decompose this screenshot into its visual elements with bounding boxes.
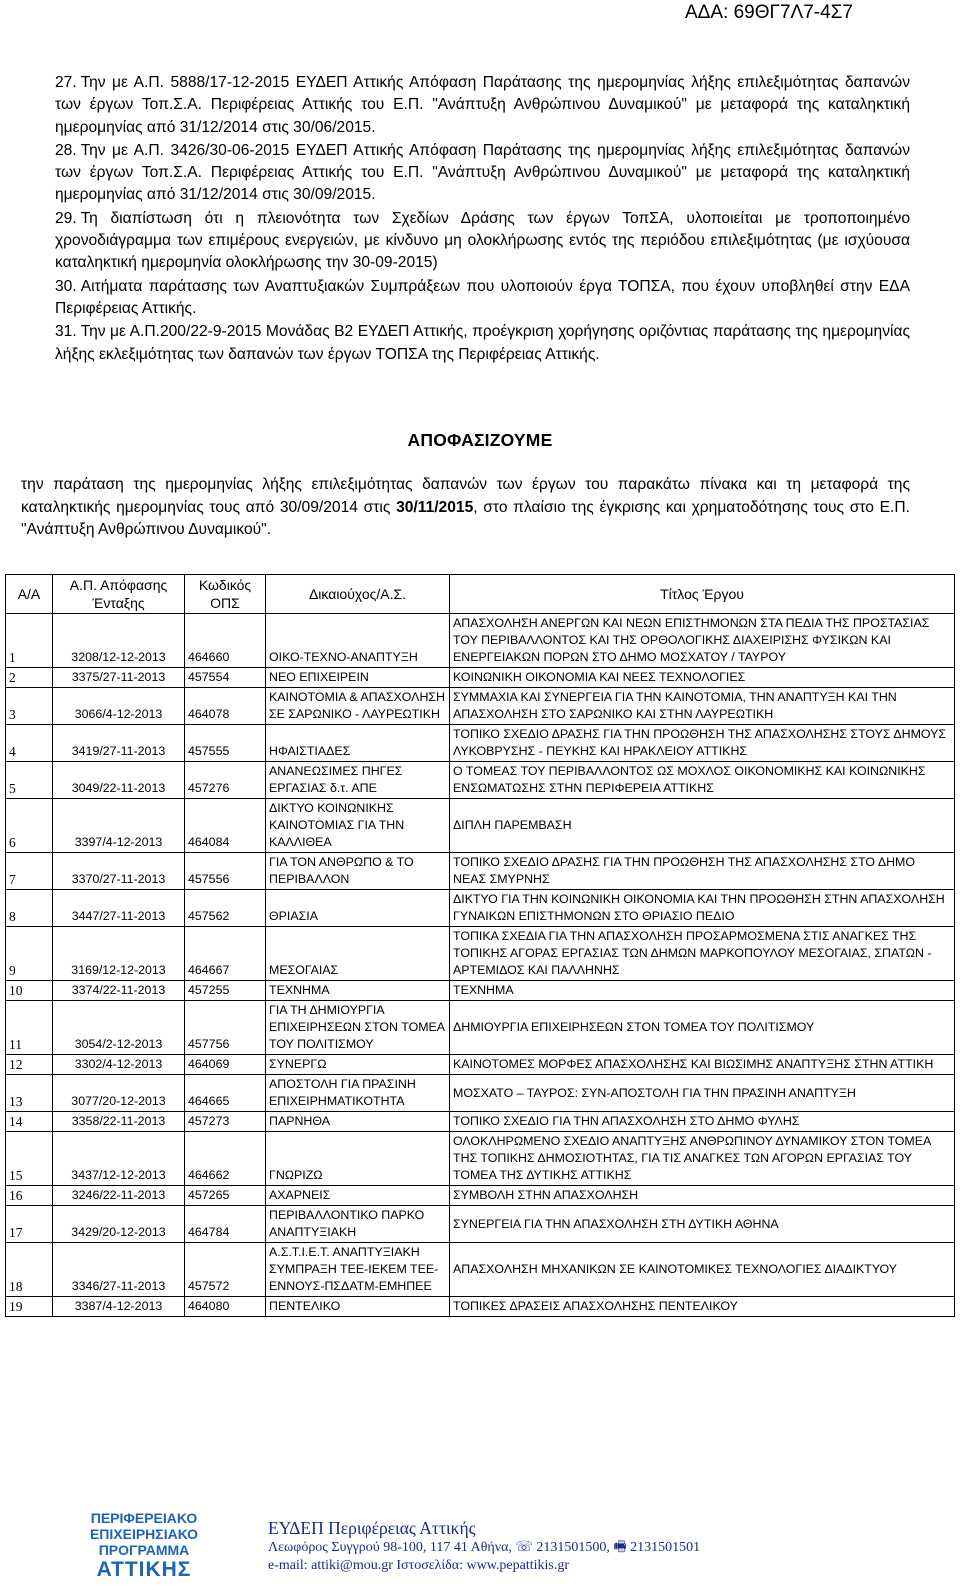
item-number: 30.	[55, 277, 77, 295]
project-title: ΑΠΑΣΧΟΛΗΣΗ ΑΝΕΡΓΩΝ ΚΑΙ ΝΕΩΝ ΕΠΙΣΤΗΜΟΝΩΝ ΣΤΑ ΠΕΔΙΑ ΤΗΣ ΠΡΟΣΤΑΣΙΑΣ ΤΟΥ ΠΕΡΙΒΑΛΛΟΝΤΟΣ ΚΑΙ ΤΗΣ ΟΡΘΟΛΟΓΙΚΗΣ ΔΙΑΧΕΙΡΙΣΗΣ ΦΥΣΙΚΩΝ ΚΑΙ ΕΝΕΡΓΕΙΑΚΩΝ ΠΟΡΩΝ ΣΤΟ ΔΗΜΟ ΜΟΣΧΑΤΟΥ / ΤΑΥΡΟΥ	[450, 614, 955, 668]
table-row	[6, 853, 955, 890]
footer-org: ΕΥΔΕΠ Περιφέρειας Αττικής	[268, 1518, 476, 1538]
footer-web: e-mail: attiki@mou.gr Ιστοσελίδα: www.pepattikis.gr	[268, 1558, 570, 1573]
header-title: Τίτλος Έργου	[450, 575, 955, 614]
item-number: 29.	[55, 209, 77, 227]
decision-ref: 3054/2-12-2013	[53, 1001, 185, 1055]
decision-ref: 3437/12-12-2013	[53, 1132, 185, 1186]
row-number: 16	[6, 1186, 53, 1206]
ops-code: 457562	[185, 890, 266, 927]
ops-code: 464665	[185, 1075, 266, 1112]
table-row	[6, 1206, 955, 1243]
beneficiary: ΗΦΑΙΣΤΙΑΔΕΣ	[266, 725, 450, 762]
ops-code: 464660	[185, 614, 266, 668]
item-number: 27.	[55, 74, 77, 91]
project-title: ΣΥΜΜΑΧΙΑ ΚΑΙ ΣΥΝΕΡΓΕΙΑ ΓΙΑ ΤΗΝ ΚΑΙΝΟΤΟΜΙΑ, ΤΗΝ ΑΝΑΠΤΥΞΗ ΚΑΙ ΤΗΝ ΑΠΑΣΧΟΛΗΣΗ ΣΤΟ ΣΑΡΩΝΙΚΟ ΚΑΙ ΣΤΗΝ ΛΑΥΡΕΩΤΙΚΗ	[450, 688, 955, 725]
beneficiary: ΑΠΟΣΤΟΛΗ ΓΙΑ ΠΡΑΣΙΝΗ ΕΠΙΧΕΙΡΗΜΑΤΙΚΟΤΗΤΑ	[266, 1075, 450, 1112]
item-text: Την με Α.Π.200/22-9-2015 Μονάδας Β2 ΕΥΔΕΠ Αττικής, προέγκριση χορήγησης οριζόντιας παράτασης της ημερομηνίας λήξης εκλεξιμότητας των δαπανών των έργων ΤΟΠΣΑ της Περιφέρειας Αττικής.	[55, 323, 910, 363]
logo-line: ΕΠΙΧΕΙΡΗΣΙΑΚΟ	[89, 1526, 199, 1542]
list-item	[55, 72, 910, 139]
decision-text	[21, 474, 910, 542]
beneficiary: ΜΕΣΟΓΑΙΑΣ	[266, 927, 450, 981]
ops-code: 457554	[185, 668, 266, 688]
project-title: ΤΟΠΙΚΟ ΣΧΕΔΙΟ ΔΡΑΣΗΣ ΓΙΑ ΤΗΝ ΠΡΟΩΘΗΣΗ ΤΗΣ ΑΠΑΣΧΟΛΗΣΗΣ ΣΤΟ ΔΗΜΟ ΝΕΑΣ ΣΜΥΡΝΗΣ	[450, 853, 955, 890]
header-no: Α/Α	[6, 575, 53, 614]
decision-ref: 3246/22-11-2013	[53, 1186, 185, 1206]
ops-code: 457555	[185, 725, 266, 762]
project-title: ΔΙΚΤΥΟ ΓΙΑ ΤΗΝ ΚΟΙΝΩΝΙΚΗ ΟΙΚΟΝΟΜΙΑ ΚΑΙ ΤΗΝ ΠΡΟΩΘΗΣΗ ΣΤΗΝ ΑΠΑΣΧΟΛΗΣΗ ΓΥΝΑΙΚΩΝ ΕΠΙΣΤΗΜΟΝΩΝ ΣΤΟ ΘΡΙΑΣΙΟ ΠΕΔΙΟ	[450, 890, 955, 927]
ops-code: 457756	[185, 1001, 266, 1055]
decision-ref: 3302/4-12-2013	[53, 1055, 185, 1075]
ops-code: 464078	[185, 688, 266, 725]
projects-table	[5, 574, 955, 1317]
table-row	[6, 1186, 955, 1206]
footer-address: Λεωφόρος Συγγρού 98-100, 117 41 Αθήνα, ☏ 2131501500, 🖷 2131501501	[268, 1540, 701, 1555]
table-body	[6, 614, 955, 1317]
table-row	[6, 614, 955, 668]
decision-ref: 3077/20-12-2013	[53, 1075, 185, 1112]
logo-line: ΑΤΤΙΚΗΣ	[96, 1558, 192, 1581]
decision-ref: 3429/20-12-2013	[53, 1206, 185, 1243]
beneficiary: ΟΙΚΟ-ΤΕΧΝΟ-ΑΝΑΠΤΥΞΗ	[266, 614, 450, 668]
decision-text-a: την παράταση της ημερομηνίας λήξης επιλεξιμότητας δαπανών των έργων του παρακάτω πίνακα και τη μεταφορά της καταληκτικής ημερομηνίας τους από 30/09/2014 στις	[21, 476, 910, 516]
decision-deadline: 30/11/2015	[396, 498, 474, 516]
beneficiary: ΔΙΚΤΥΟ ΚΟΙΝΩΝΙΚΗΣ ΚΑΙΝΟΤΟΜΙΑΣ ΓΙΑ ΤΗΝ ΚΑΛΛΙΘΕΑ	[266, 799, 450, 853]
ops-code: 457255	[185, 981, 266, 1001]
header-code: Κωδικός ΟΠΣ	[185, 575, 266, 614]
decision-ref: 3387/4-12-2013	[53, 1297, 185, 1317]
table-row	[6, 1001, 955, 1055]
project-title: ΣΥΜΒΟΛΗ ΣΤΗΝ ΑΠΑΣΧΟΛΗΣΗ	[450, 1186, 955, 1206]
project-title: ΣΥΝΕΡΓΕΙΑ ΓΙΑ ΤΗΝ ΑΠΑΣΧΟΛΗΣΗ ΣΤΗ ΔΥΤΙΚΗ ΑΘΗΝΑ	[450, 1206, 955, 1243]
beneficiary: ΘΡΙΑΣΙΑ	[266, 890, 450, 927]
decision-text-b: , στο πλαίσιο της έγκρισης και χρηματοδότησης τους στο Ε.Π. "Ανάπτυξη Ανθρώπινου Δυναμικού".	[21, 498, 910, 539]
ops-code: 457556	[185, 853, 266, 890]
decision-ref: 3066/4-12-2013	[53, 688, 185, 725]
ops-code: 457572	[185, 1243, 266, 1297]
beneficiary: ΑΧΑΡΝΕΙΣ	[266, 1186, 450, 1206]
table-row	[6, 725, 955, 762]
table-row	[6, 762, 955, 799]
project-title: Ο ΤΟΜΕΑΣ ΤΟΥ ΠΕΡΙΒΑΛΛΟΝΤΟΣ ΩΣ ΜΟΧΛΟΣ ΟΙΚΟΝΟΜΙΚΗΣ ΚΑΙ ΚΟΙΝΩΝΙΚΗΣ ΕΝΣΩΜΑΤΩΣΗΣ ΣΤΗΝ ΠΕΡΙΦΕΡΕΙΑ ΑΤΤΙΚΗΣ	[450, 762, 955, 799]
decision-ref: 3208/12-12-2013	[53, 614, 185, 668]
beneficiary: ΚΑΙΝΟΤΟΜΙΑ & ΑΠΑΣΧΟΛΗΣΗ ΣΕ ΣΑΡΩΝΙΚΟ - ΛΑΥΡΕΩΤΙΚΗ	[266, 688, 450, 725]
row-number: 17	[6, 1206, 53, 1243]
row-number: 14	[6, 1112, 53, 1132]
item-text: Τη διαπίστωση ότι η πλειονότητα των Σχεδίων Δράσης των έργων ΤοπΣΑ, υλοποιείται με τροποποιημένο χρονοδιάγραμμα των επιμέρους ενεργειών, με κίνδυνο μη ολοκλήρωσης εντός της περιόδου επιλεξιμότητας (με ισχύουσα καταληκτική ημερομηνία ολοκλήρωσης την 30-09-2015)	[55, 209, 910, 272]
beneficiary: ΝΕΟ ΕΠΙΧΕΙΡΕΙΝ	[266, 668, 450, 688]
row-number: 19	[6, 1297, 53, 1317]
table-row	[6, 799, 955, 853]
decision-ref: 3049/22-11-2013	[53, 762, 185, 799]
row-number: 13	[6, 1075, 53, 1112]
table-header-row	[6, 575, 955, 614]
ops-code: 464667	[185, 927, 266, 981]
project-title: ΚΟΙΝΩΝΙΚΗ ΟΙΚΟΝΟΜΙΑ ΚΑΙ ΝΕΕΣ ΤΕΧΝΟΛΟΓΙΕΣ	[450, 668, 955, 688]
decision-ref: 3370/27-11-2013	[53, 853, 185, 890]
beneficiary: ΠΕΝΤΕΛΙΚΟ	[266, 1297, 450, 1317]
table-row	[6, 1055, 955, 1075]
ops-code: 457273	[185, 1112, 266, 1132]
beneficiary: ΓΝΩΡΙΖΩ	[266, 1132, 450, 1186]
ops-code: 464662	[185, 1132, 266, 1186]
table-row	[6, 688, 955, 725]
beneficiary: Α.Σ.Τ.Ι.Ε.Τ. ΑΝΑΠΤΥΞΙΑΚΗ ΣΥΜΠΡΑΞΗ ΤΕΕ-ΙΕΚΕΜ ΤΕΕ-ΕΝΝΟΥΣ-ΠΣΔΑΤΜ-ΕΜΗΠΕΕ	[266, 1243, 450, 1297]
decision-ref: 3346/27-11-2013	[53, 1243, 185, 1297]
project-title: ΤΟΠΙΚΟ ΣΧΕΔΙΟ ΓΙΑ ΤΗΝ ΑΠΑΣΧΟΛΗΣΗ ΣΤΟ ΔΗΜΟ ΦΥΛΗΣ	[450, 1112, 955, 1132]
decision-ref: 3358/22-11-2013	[53, 1112, 185, 1132]
beneficiary: ΓΙΑ ΤΟΝ ΑΝΘΡΩΠΟ & ΤΟ ΠΕΡΙΒΑΛΛΟΝ	[266, 853, 450, 890]
row-number: 1	[6, 614, 53, 668]
list-item	[55, 321, 910, 366]
row-number: 11	[6, 1001, 53, 1055]
item-number: 28.	[55, 141, 77, 159]
table-row	[6, 1243, 955, 1297]
table-row	[6, 927, 955, 981]
project-title: ΤΟΠΙΚΟ ΣΧΕΔΙΟ ΔΡΑΣΗΣ ΓΙΑ ΤΗΝ ΠΡΟΩΘΗΣΗ ΤΗΣ ΑΠΑΣΧΟΛΗΣΗΣ ΣΤΟΥΣ ΔΗΜΟΥΣ ΛΥΚΟΒΡΥΣΗΣ - ΠΕΥΚΗΣ ΚΑΙ ΗΡΑΚΛΕΙΟΥ ΑΤΤΙΚΗΣ	[450, 725, 955, 762]
decision-ref: 3374/22-11-2013	[53, 981, 185, 1001]
beneficiary: ΠΕΡΙΒΑΛΛΟΝΤΙΚΟ ΠΑΡΚΟ ΑΝΑΠΤΥΞΙΑΚΗ	[266, 1206, 450, 1243]
table-row	[6, 668, 955, 688]
row-number: 5	[6, 762, 53, 799]
table-row	[6, 890, 955, 927]
program-logo	[70, 1510, 218, 1585]
ops-code: 464069	[185, 1055, 266, 1075]
ops-code: 464784	[185, 1206, 266, 1243]
header-ap: Α.Π. Απόφασης Ένταξης	[53, 575, 185, 614]
item-text: Την με Α.Π. 3426/30-06-2015 ΕΥΔΕΠ Αττικής Απόφαση Παράτασης της ημερομηνίας λήξης επιλεξιμότητας δαπανών των έργων Τοπ.Σ.Α. Περιφέρειας Αττικής του Ε.Π. "Ανάπτυξη Ανθρώπινου Δυναμικού" με μεταφορά της καταληκτική ημερομηνίας από 31/12/2014 στις 30/09/2015.	[55, 141, 910, 204]
item-text: Την με Α.Π. 5888/17-12-2015 ΕΥΔΕΠ Αττικής Απόφαση Παράτασης της ημερομηνίας λήξης επιλεξιμότητας δαπανών των έργων Τοπ.Σ.Α. Περιφέρειας Αττικής του Ε.Π. "Ανάπτυξη Ανθρώπινου Δυναμικού" με μεταφορά της καταληκτική ημερομηνίας από 31/12/2014 στις 30/06/2015.	[55, 74, 910, 136]
ops-code: 457265	[185, 1186, 266, 1206]
item-number: 31.	[55, 323, 77, 341]
table-row	[6, 1132, 955, 1186]
row-number: 6	[6, 799, 53, 853]
project-title: ΑΠΑΣΧΟΛΗΣΗ ΜΗΧΑΝΙΚΩΝ ΣΕ ΚΑΙΝΟΤΟΜΙΚΕΣ ΤΕΧΝΟΛΟΓΙΕΣ ΔΙΑΔΙΚΤΥΟΥ	[450, 1243, 955, 1297]
considerations-list	[55, 72, 910, 367]
project-title: ΤΟΠΙΚΑ ΣΧΕΔΙΑ ΓΙΑ ΤΗΝ ΑΠΑΣΧΟΛΗΣΗ ΠΡΟΣΑΡΜΟΣΜΕΝΑ ΣΤΙΣ ΑΝΑΓΚΕΣ ΤΗΣ ΤΟΠΙΚΗΣ ΑΓΟΡΑΣ ΕΡΓΑΣΙΑΣ ΤΩΝ ΔΗΜΩΝ ΜΑΡΚΟΠΟΥΛΟΥ ΜΕΣΟΓΑΙΑΣ, ΣΠΑΤΩΝ - ΑΡΤΕΜΙΔΟΣ ΚΑΙ ΠΑΛΛΗΝΗΣ	[450, 927, 955, 981]
project-title: ΟΛΟΚΛΗΡΩΜΕΝΟ ΣΧΕΔΙΟ ΑΝΑΠΤΥΞΗΣ ΑΝΘΡΩΠΙΝΟΥ ΔΥΝΑΜΙΚΟΥ ΣΤΟΝ ΤΟΜΕΑ ΤΗΣ ΤΟΠΙΚΗΣ ΔΗΜΟΣΙΟΤΗΤΑΣ, ΓΙΑ ΤΙΣ ΑΝΑΓΚΕΣ ΤΩΝ ΑΓΟΡΩΝ ΕΡΓΑΣΙΑΣ ΤΟΥ ΤΟΜΕΑ ΤΗΣ ΔΥΤΙΚΗΣ ΑΤΤΙΚΗΣ	[450, 1132, 955, 1186]
beneficiary: ΑΝΑΝΕΩΣΙΜΕΣ ΠΗΓΕΣ ΕΡΓΑΣΙΑΣ δ.τ. ΑΠΕ	[266, 762, 450, 799]
row-number: 7	[6, 853, 53, 890]
row-number: 10	[6, 981, 53, 1001]
project-title: ΔΗΜΙΟΥΡΓΙΑ ΕΠΙΧΕΙΡΗΣΕΩΝ ΣΤΟΝ ΤΟΜΕΑ ΤΟΥ ΠΟΛΙΤΙΣΜΟΥ	[450, 1001, 955, 1055]
row-number: 12	[6, 1055, 53, 1075]
beneficiary: ΤΕΧΝΗΜΑ	[266, 981, 450, 1001]
table-row	[6, 1112, 955, 1132]
project-title: ΜΟΣΧΑΤΟ – ΤΑΥΡΟΣ: ΣΥΝ-ΑΠΟΣΤΟΛΗ ΓΙΑ ΤΗΝ ΠΡΑΣΙΝΗ ΑΝΑΠΤΥΞΗ	[450, 1075, 955, 1112]
row-number: 18	[6, 1243, 53, 1297]
decision-ref: 3169/12-12-2013	[53, 927, 185, 981]
logo-line: ΠΕΡΙΦΕΡΕΙΑΚΟ	[90, 1510, 198, 1526]
table-row	[6, 1075, 955, 1112]
beneficiary: ΣΥΝΕΡΓΩ	[266, 1055, 450, 1075]
list-item	[55, 140, 910, 207]
table-row	[6, 981, 955, 1001]
ops-code: 457276	[185, 762, 266, 799]
row-number: 2	[6, 668, 53, 688]
table-row	[6, 1297, 955, 1317]
row-number: 4	[6, 725, 53, 762]
project-title: ΚΑΙΝΟΤΟΜΕΣ ΜΟΡΦΕΣ ΑΠΑΣΧΟΛΗΣΗΣ ΚΑΙ ΒΙΩΣΙΜΗΣ ΑΝΑΠΤΥΞΗΣ ΣΤΗΝ ΑΤΤΙΚΗ	[450, 1055, 955, 1075]
decision-ref: 3447/27-11-2013	[53, 890, 185, 927]
row-number: 9	[6, 927, 53, 981]
decision-title: ΑΠΟΦΑΣΙΖΟΥΜΕ	[407, 430, 553, 450]
decision-ref: 3375/27-11-2013	[53, 668, 185, 688]
decision-ref: 3419/27-11-2013	[53, 725, 185, 762]
project-title: ΤΕΧΝΗΜΑ	[450, 981, 955, 1001]
ada-code: ΑΔΑ: 69ΘΓ7Λ7-4Σ7	[684, 2, 853, 23]
beneficiary: ΠΑΡΝΗΘΑ	[266, 1112, 450, 1132]
list-item	[55, 208, 910, 275]
row-number: 8	[6, 890, 53, 927]
item-text: Αιτήματα παράτασης των Αναπτυξιακών Συμπράξεων που υλοποιούν έργα ΤΟΠΣΑ, που έχουν υποβληθεί στην ΕΔΑ Περιφέρειας Αττικής.	[55, 277, 910, 317]
ops-code: 464084	[185, 799, 266, 853]
project-title: ΔΙΠΛΗ ΠΑΡΕΜΒΑΣΗ	[450, 799, 955, 853]
ops-code: 464080	[185, 1297, 266, 1317]
project-title: ΤΟΠΙΚΕΣ ΔΡΑΣΕΙΣ ΑΠΑΣΧΟΛΗΣΗΣ ΠΕΝΤΕΛΙΚΟΥ	[450, 1297, 955, 1317]
list-item	[55, 276, 910, 321]
row-number: 3	[6, 688, 53, 725]
row-number: 15	[6, 1132, 53, 1186]
footer-contact	[268, 1518, 700, 1575]
decision-ref: 3397/4-12-2013	[53, 799, 185, 853]
logo-line: ΠΡΟΓΡΑΜΜΑ	[98, 1542, 190, 1558]
header-beneficiary: Δικαιούχος/Α.Σ.	[266, 575, 450, 614]
beneficiary: ΓΙΑ ΤΗ ΔΗΜΙΟΥΡΓΙΑ ΕΠΙΧΕΙΡΗΣΕΩΝ ΣΤΟΝ ΤΟΜΕΑ ΤΟΥ ΠΟΛΙΤΙΣΜΟΥ	[266, 1001, 450, 1055]
